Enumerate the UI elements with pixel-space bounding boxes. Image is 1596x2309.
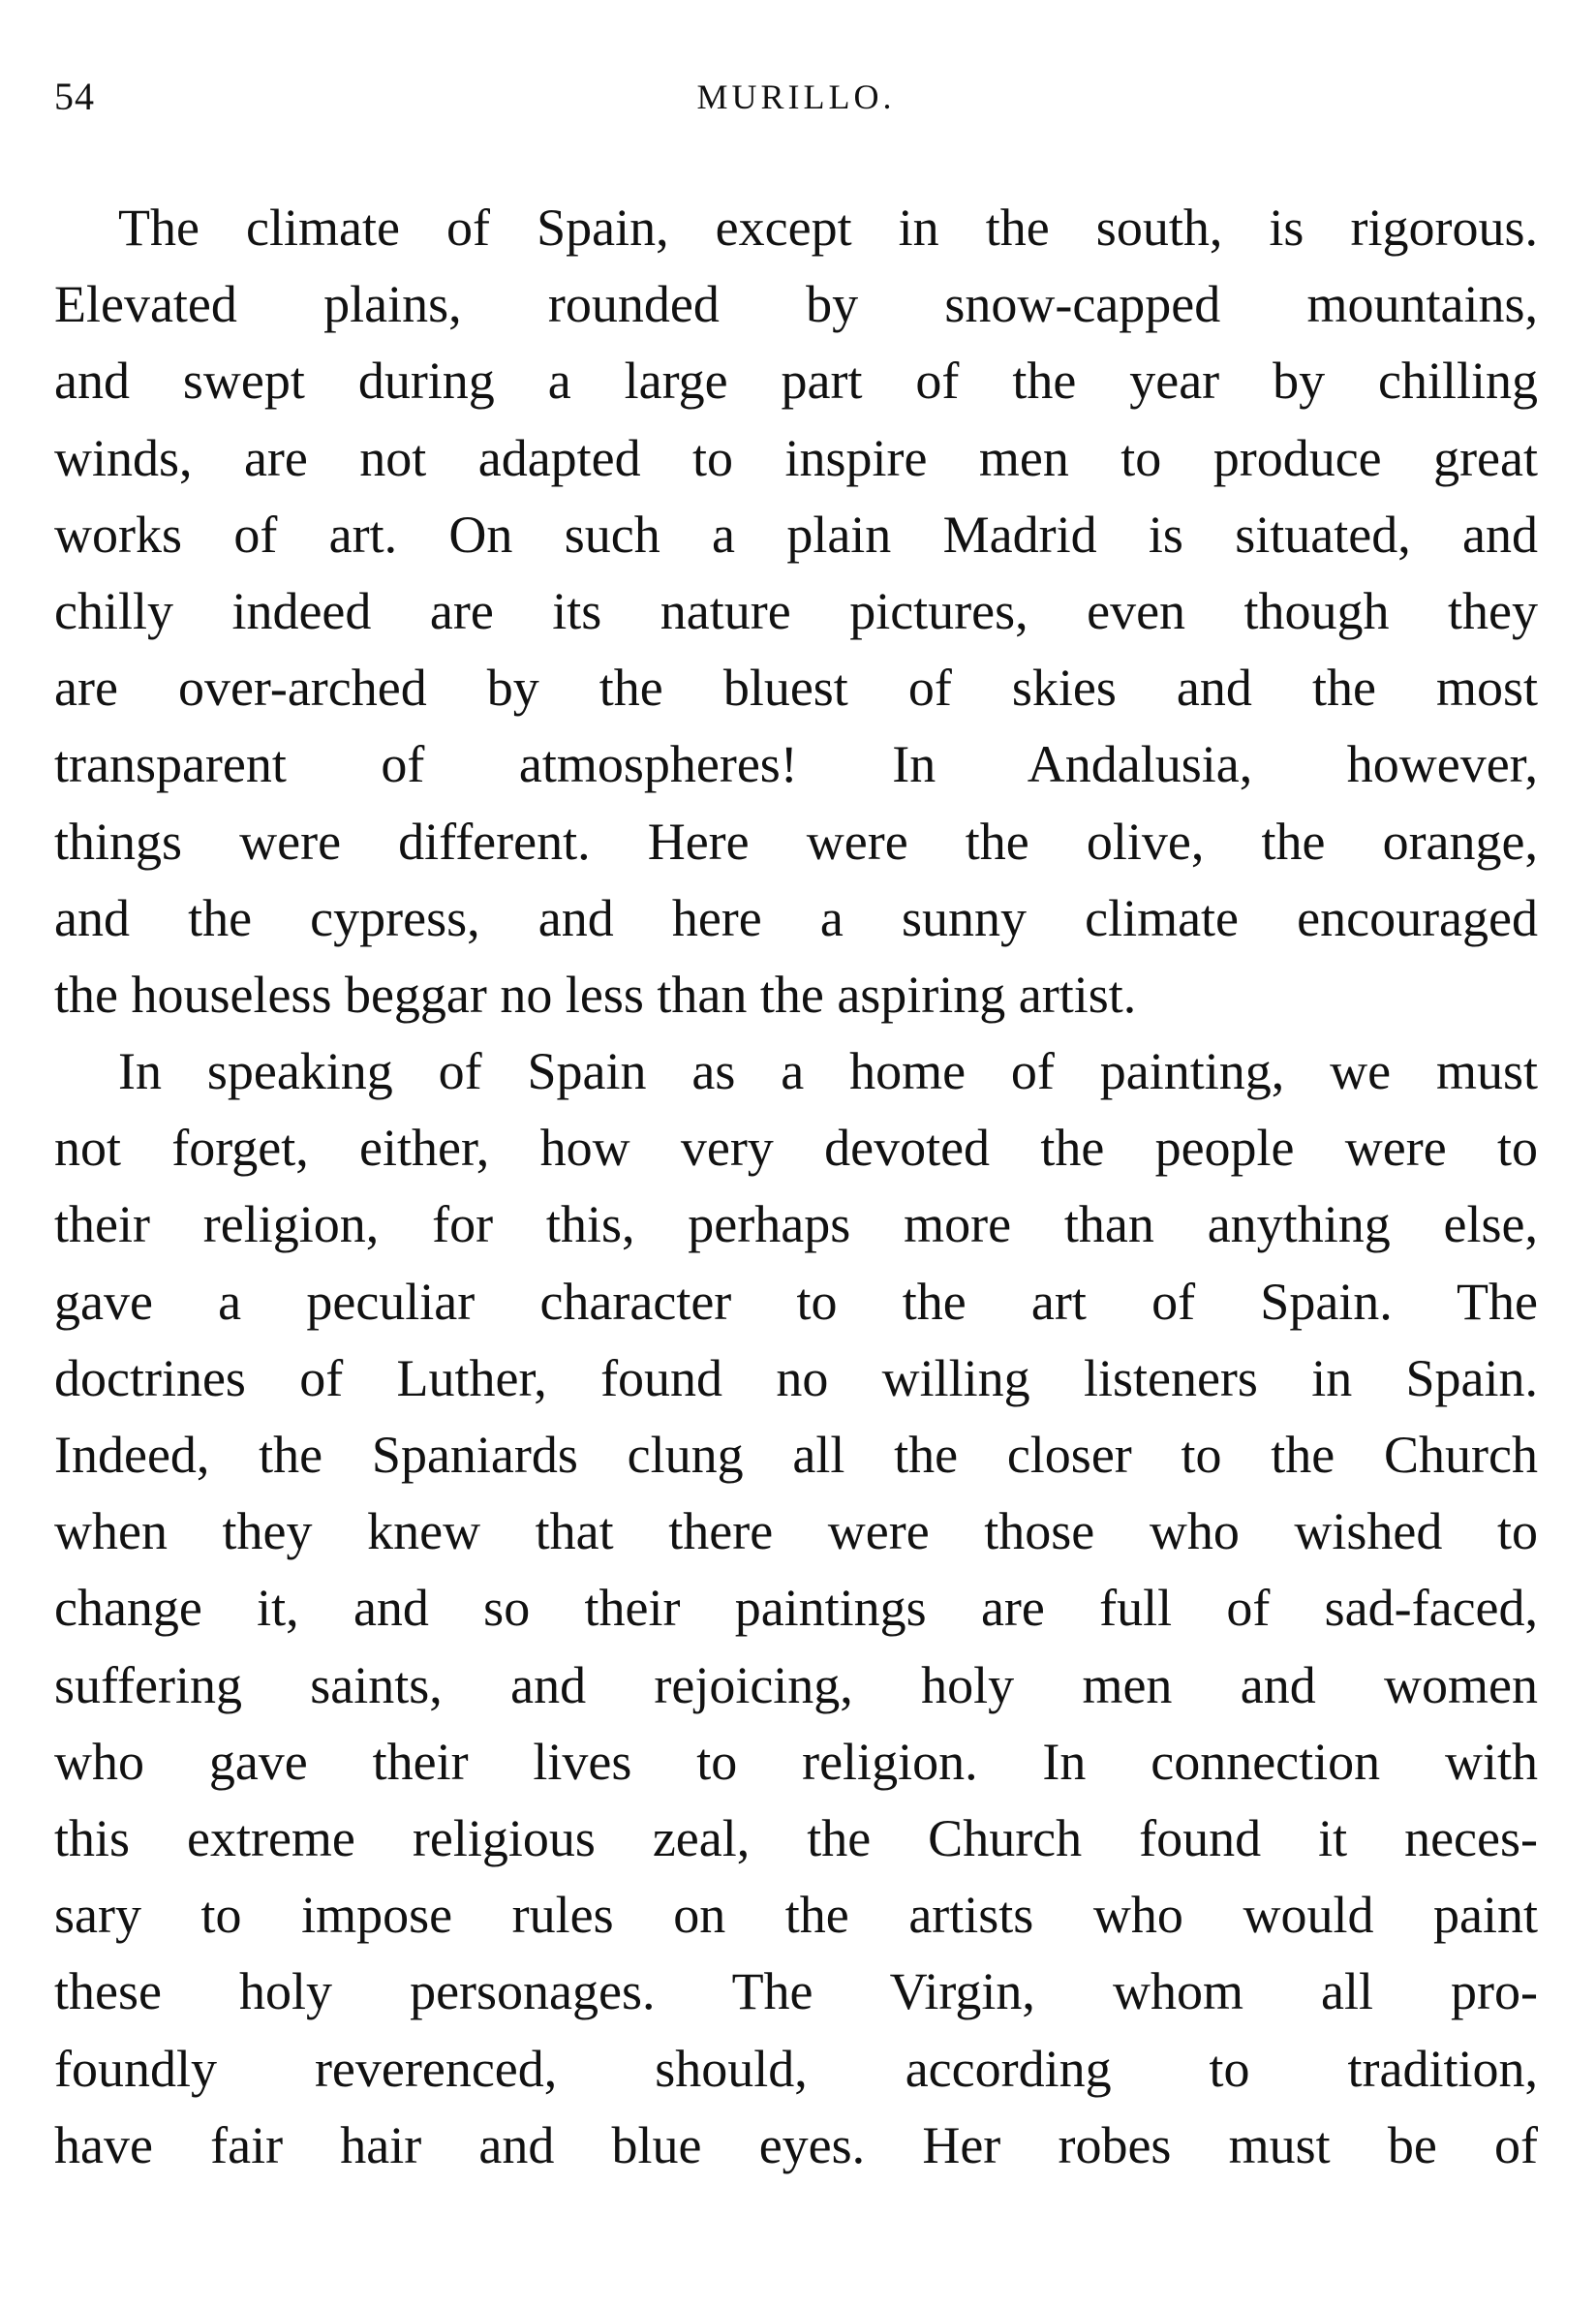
text-line: who gave their lives to religion. In connection with	[54, 1732, 1538, 1791]
text-line: things were different. Here were the olive, the orange,	[54, 812, 1538, 871]
text-line: are over-arched by the bluest of skies and the most	[54, 659, 1538, 718]
text-line: chilly indeed are its nature pictures, even though they	[54, 581, 1538, 640]
text-line: change it, and so their paintings are full of sad-faced,	[54, 1579, 1538, 1638]
text-line: this extreme religious zeal, the Church found it neces-	[54, 1808, 1538, 1867]
text-line: suffering saints, and rejoicing, holy men and women	[54, 1655, 1538, 1714]
text-line: Indeed, the Spaniards clung all the closer to the Church	[54, 1426, 1538, 1484]
text-line: Elevated plains, rounded by snow-capped mountains,	[54, 275, 1538, 334]
text-line: and the cypress, and here a sunny climate encouraged	[54, 888, 1538, 947]
text-line: not forget, either, how very devoted the people were to	[54, 1119, 1538, 1178]
text-line: doctrines of Luther, found no willing listeners in Spain.	[54, 1348, 1538, 1407]
text-line: and swept during a large part of the year by chilling	[54, 352, 1538, 411]
text-line: works of art. On such a plain Madrid is situated, and	[54, 505, 1538, 564]
text-line: when they knew that there were those who wished to	[54, 1502, 1538, 1561]
running-head: MURILLO.	[696, 77, 896, 116]
text-line: these holy personages. The Virgin, whom all pro-	[54, 1962, 1538, 2021]
text-line: their religion, for this, perhaps more than anything else,	[54, 1195, 1538, 1254]
text-line: winds, are not adapted to inspire men to produce great	[54, 428, 1538, 487]
paragraph-2	[54, 1033, 1538, 2184]
paragraph-1	[54, 190, 1538, 1033]
body-text	[54, 190, 1538, 2184]
text-line: foundly reverenced, should, according to tradition,	[54, 2039, 1538, 2098]
text-line: In speaking of Spain as a home of painting, we must	[118, 1042, 1538, 1101]
page-number: 54	[54, 75, 95, 118]
page-header	[54, 68, 1538, 126]
text-line: the houseless beggar no less than the aspiring artist.	[54, 965, 1137, 1024]
text-line: sary to impose rules on the artists who would paint	[54, 1886, 1538, 1945]
text-line: transparent of atmospheres! In Andalusia, however,	[54, 735, 1538, 794]
text-line: The climate of Spain, except in the south, is rigorous.	[118, 199, 1538, 257]
text-line: gave a peculiar character to the art of Spain. The	[54, 1272, 1538, 1331]
text-line: have fair hair and blue eyes. Her robes must be of	[54, 2115, 1538, 2174]
